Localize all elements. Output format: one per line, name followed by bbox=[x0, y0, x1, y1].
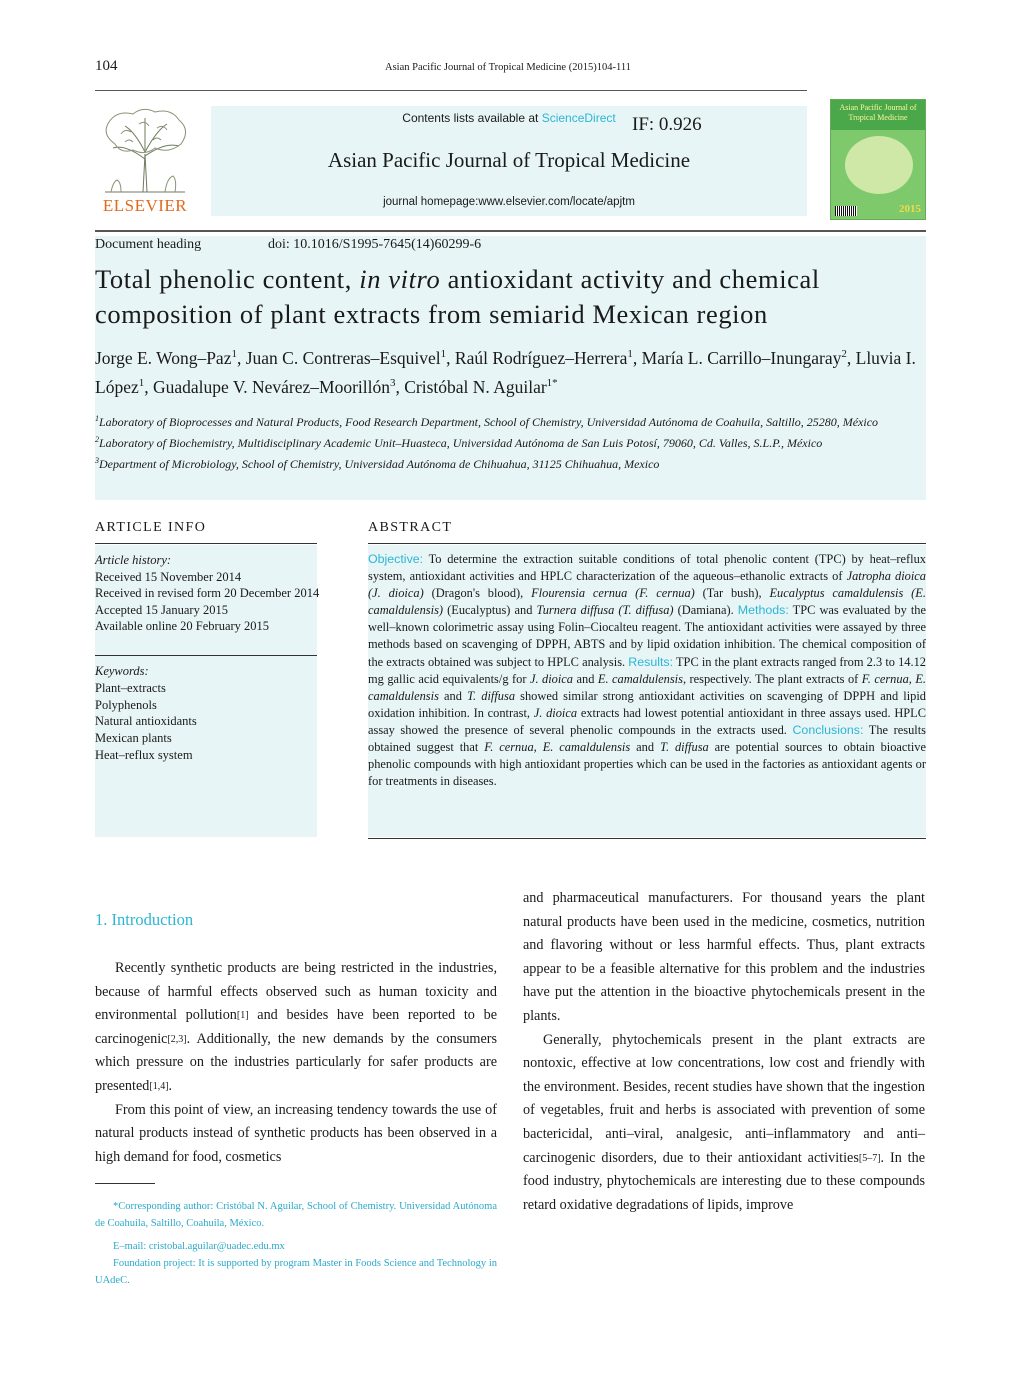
methods-label: Methods: bbox=[737, 603, 789, 618]
species: E. camaldulensis bbox=[368, 671, 927, 703]
globe-icon bbox=[845, 136, 913, 194]
author-name: Juan C. Contreras–Esquivel bbox=[245, 347, 441, 368]
divider bbox=[368, 838, 926, 839]
author-affiliation-marker: 1 bbox=[231, 348, 237, 360]
species: E. camaldulensis bbox=[542, 740, 631, 755]
section-divider bbox=[95, 230, 926, 232]
keyword: Polyphenols bbox=[95, 697, 157, 712]
author-name: María L. Carrillo–Inungaray bbox=[641, 347, 842, 368]
online-date: Available online 20 February 2015 bbox=[95, 619, 270, 633]
abstract-text: (Tar bush), bbox=[694, 586, 770, 601]
abstract-text: (Damiana). bbox=[673, 603, 738, 618]
author-name: Jorge E. Wong–Paz bbox=[95, 347, 232, 368]
paragraph bbox=[523, 1029, 925, 1218]
author-affiliation-marker: 2 bbox=[841, 348, 847, 360]
paragraph-text: Recently synthetic products are being restricted in the industries, because of harmful effects observed such as human toxicity and environmental pollution bbox=[95, 960, 497, 1024]
abstract-text: are potential sources to obtain bioactive phenolic compounds with high antioxidant properties which can be used in the factories as antioxidant agents or for treatments in diseases. bbox=[368, 740, 926, 789]
affiliation-text: Laboratory of Bioprocesses and Natural Products, Food Research Department, School of Chemistry, Universidad Autónoma de Coahuila, Saltillo, 25280, México bbox=[99, 415, 879, 429]
journal-masthead bbox=[211, 106, 807, 216]
abstract-text: extracts had lowest potential antioxidant in three assays used. HPLC assay showed the presence of several phenolic compounds in the extracts used. bbox=[368, 705, 927, 737]
abstract-text: TPC in the plant extracts ranged from 2.3 to 14.12 mg gallic acid equivalents/g for bbox=[368, 654, 926, 686]
accepted-date: Accepted 15 January 2015 bbox=[95, 602, 228, 617]
affiliation-text: Department of Microbiology, School of Chemistry, Universidad Autónoma de Chihuahua, 31125 Chihuahua, Mexico bbox=[99, 457, 660, 471]
body-column-left bbox=[95, 957, 497, 1169]
divider bbox=[95, 543, 317, 544]
title-text: Total phenolic content, bbox=[95, 264, 360, 294]
contents-available bbox=[211, 111, 807, 125]
affiliation bbox=[95, 431, 926, 452]
author-affiliation-marker: 3 bbox=[390, 376, 396, 389]
paragraph: From this point of view, an increasing tendency towards the use of natural products instead of synthetic products has been observed in a high demand for food, cosmetics bbox=[95, 1101, 497, 1165]
author-affiliation-marker: 1 bbox=[440, 348, 447, 360]
results-label: Results: bbox=[628, 654, 674, 669]
abstract-text: , bbox=[908, 671, 916, 686]
species: Flourensia cernua (F. cernua) bbox=[531, 586, 695, 601]
article-title bbox=[95, 262, 930, 332]
keyword: Natural antioxidants bbox=[95, 714, 197, 729]
species: T. diffusa bbox=[659, 740, 709, 755]
journal-homepage-link[interactable]: journal homepage:www.elsevier.com/locate/apjtm bbox=[383, 196, 635, 208]
body-column-right bbox=[523, 887, 925, 1217]
keywords bbox=[95, 663, 197, 764]
affiliation-number: 2 bbox=[95, 435, 99, 444]
impact-factor: IF: 0.926 bbox=[632, 114, 702, 135]
abstract-body bbox=[368, 551, 926, 790]
funding-note: Foundation project: It is supported by program Master in Foods Science and Technology in UAdeC. bbox=[95, 1258, 497, 1286]
keyword: Plant–extracts bbox=[95, 680, 166, 695]
affiliations bbox=[95, 410, 926, 473]
species: J. dioica bbox=[533, 705, 578, 720]
citation-link[interactable]: [1] bbox=[236, 1010, 249, 1022]
abstract-text: TPC was evaluated by the well–known colorimetric assay using Folin–Ciocalteu reagent. The antioxidant activities were assayed by three methods based on scavenging of DPPH, ABTS and by lipid oxidation inhibition. The chemical composition of the extracts obtained was subject to HPLC analysis. bbox=[368, 603, 926, 669]
paragraph-text: Generally, phytochemicals present in the plant extracts are nontoxic, effective at low concentrations, low cost and friendly with the environment. Besides, recent studies have shown that the ingestion of vegetables, fruit and herbs is associated with prevention of some bactericidal, anti–viral, analgesic, anti–inflammatory and anti–carcinogenic disorders, due to their antioxidant activities bbox=[523, 1031, 925, 1166]
running-title: Asian Pacific Journal of Tropical Medicine (2015)104-111 bbox=[385, 62, 631, 73]
contents-prefix: Contents lists available at bbox=[402, 111, 542, 125]
footnote-divider bbox=[95, 1183, 155, 1184]
footnotes bbox=[95, 1198, 497, 1289]
cover-title: Asian Pacific Journal of Tropical Medicine bbox=[831, 100, 925, 130]
elsevier-wordmark: ELSEVIER bbox=[102, 196, 188, 215]
keyword: Mexican plants bbox=[95, 731, 172, 746]
paragraph-text: and besides have been reported to be carcinogenic bbox=[95, 1007, 497, 1047]
journal-name: Asian Pacific Journal of Tropical Medicine bbox=[327, 148, 691, 172]
abstract-text: (Eucalyptus) and bbox=[443, 603, 537, 618]
email-link[interactable]: E–mail: cristobal.aguilar@uadec.edu.mx bbox=[113, 1241, 285, 1252]
author-list: Jorge E. Wong–Paz$^1$, Juan C. Contreras–Esquivel$^1$, Raúl Rodríguez–Herrera$^1$, María L. Carrillo–Inungaray$^2$, Lluvia I. López$^1$, Guadalupe V. Nevárez–Moorillón$^3$, Cristóbal N. Aguilar$^{1*}$ bbox=[95, 347, 916, 397]
abstract-text: To determine the extraction suitable conditions of total phenolic content (TPC) by heat–reflux system, antioxidant activities and HPLC characterization of the aqueous–ethanolic extracts of bbox=[368, 552, 926, 584]
author[interactable] bbox=[404, 377, 557, 397]
tree-icon bbox=[95, 104, 195, 196]
species: T. diffusa bbox=[467, 688, 516, 703]
species: E. camaldulensis bbox=[597, 671, 683, 686]
author[interactable] bbox=[455, 348, 633, 368]
citation-link[interactable]: [1,4] bbox=[149, 1080, 169, 1092]
corresponding-author: *Corresponding author: Cristóbal N. Aguilar, School of Chemistry. Universidad Autónoma de Coahuila, Saltillo, Coahuila, México. bbox=[95, 1201, 497, 1229]
journal-cover-image bbox=[830, 99, 926, 220]
keywords-label: Keywords: bbox=[95, 664, 149, 678]
author[interactable] bbox=[95, 348, 237, 368]
author-affiliation-marker: 1* bbox=[546, 376, 558, 389]
author[interactable] bbox=[246, 348, 446, 368]
article-info-heading: ARTICLE INFO bbox=[95, 520, 207, 535]
divider bbox=[95, 655, 317, 656]
abstract-text: showed similar strong antioxidant activities on scavenging of DPPH and lipid oxidation inhibition. In contrast, bbox=[368, 688, 926, 720]
introduction-heading: 1. Introduction bbox=[95, 910, 194, 929]
conclusions-label: Conclusions: bbox=[792, 722, 864, 737]
citation-link[interactable]: [2,3] bbox=[167, 1033, 187, 1045]
affiliation-number: 1 bbox=[95, 414, 99, 423]
citation-link[interactable]: [5–7] bbox=[858, 1152, 881, 1164]
affiliation-number: 3 bbox=[95, 456, 99, 465]
author[interactable] bbox=[153, 377, 396, 397]
species: F. cernua bbox=[861, 671, 909, 686]
abstract-heading: ABSTRACT bbox=[368, 520, 453, 535]
document-heading: Document heading bbox=[95, 237, 202, 252]
header-divider bbox=[95, 90, 807, 91]
author-name: Lluvia I. López bbox=[95, 347, 916, 397]
sciencedirect-link[interactable]: ScienceDirect bbox=[541, 111, 616, 125]
species: F. cernua bbox=[484, 740, 534, 755]
keyword: Heat–reflux system bbox=[95, 747, 193, 762]
abstract-text: , bbox=[533, 740, 543, 755]
divider bbox=[368, 543, 926, 544]
author-name: Guadalupe V. Nevárez–Moorillón bbox=[152, 376, 390, 397]
title-italic: in vitro bbox=[359, 264, 441, 294]
revised-date: Received in revised form 20 December 2014 bbox=[95, 586, 320, 600]
paragraph bbox=[95, 957, 497, 1099]
species: J. dioica bbox=[529, 671, 574, 686]
paragraph-text: . In the food industry, phytochemicals are interesting due to these compounds retard oxidative degradations of lipids, improve bbox=[523, 1149, 926, 1213]
abstract-text: and bbox=[630, 740, 660, 755]
received-date: Received 15 November 2014 bbox=[95, 569, 242, 584]
paragraph-text: . Additionally, the new demands by the consumers which pressure on the industries particularly for safer products are presented bbox=[95, 1030, 497, 1094]
author-name: Cristóbal N. Aguilar bbox=[404, 376, 547, 397]
abstract-text: and bbox=[438, 688, 468, 703]
species: Jatropha dioica (J. dioica) bbox=[368, 569, 926, 601]
species: Turnera diffusa (T. diffusa) bbox=[536, 603, 674, 618]
doi[interactable]: doi: 10.1016/S1995-7645(14)60299-6 bbox=[268, 237, 482, 252]
affiliation bbox=[95, 410, 926, 431]
abstract-text: (Dragon's blood), bbox=[423, 586, 532, 601]
affiliation-text: Laboratory of Biochemistry, Multidisciplinary Academic Unit–Huasteca, Universidad Autónoma de San Luis Potosí, 79060, Cd. Valles, S.L.P., México bbox=[99, 436, 823, 450]
abstract-text: The results obtained suggest that bbox=[368, 722, 926, 755]
abstract-text: and bbox=[573, 671, 598, 686]
title-text: antioxidant activity and chemical composition of plant extracts from semiarid Mexican region bbox=[95, 264, 820, 329]
paragraph: and pharmaceutical manufacturers. For thousand years the plant natural products have been used in the medicine, cosmetics, nutrition and flavoring without or less harmful effects. Thus, plant extracts appear to be a feasible alternative for this problem and the industries have put the attention in the bioactive phytochemicals present in the plants. bbox=[523, 890, 925, 1024]
article-history bbox=[95, 552, 319, 635]
affiliation bbox=[95, 452, 926, 473]
cover-year: 2015 bbox=[899, 203, 921, 215]
author-name: Raúl Rodríguez–Herrera bbox=[454, 347, 628, 368]
abstract-text: , respectively. The plant extracts of bbox=[682, 671, 862, 686]
author-affiliation-marker: 1 bbox=[138, 376, 145, 389]
history-label: Article history: bbox=[95, 553, 172, 567]
objective-label: Objective: bbox=[368, 552, 424, 566]
page-number: 104 bbox=[95, 58, 118, 74]
elsevier-logo bbox=[95, 104, 195, 216]
species: Eucalyptus camaldulensis (E. camaldulensis) bbox=[368, 586, 926, 618]
barcode-icon bbox=[835, 206, 857, 216]
paragraph-text: . bbox=[168, 1077, 173, 1094]
author-affiliation-marker: 1 bbox=[627, 348, 633, 360]
author[interactable] bbox=[642, 348, 847, 368]
